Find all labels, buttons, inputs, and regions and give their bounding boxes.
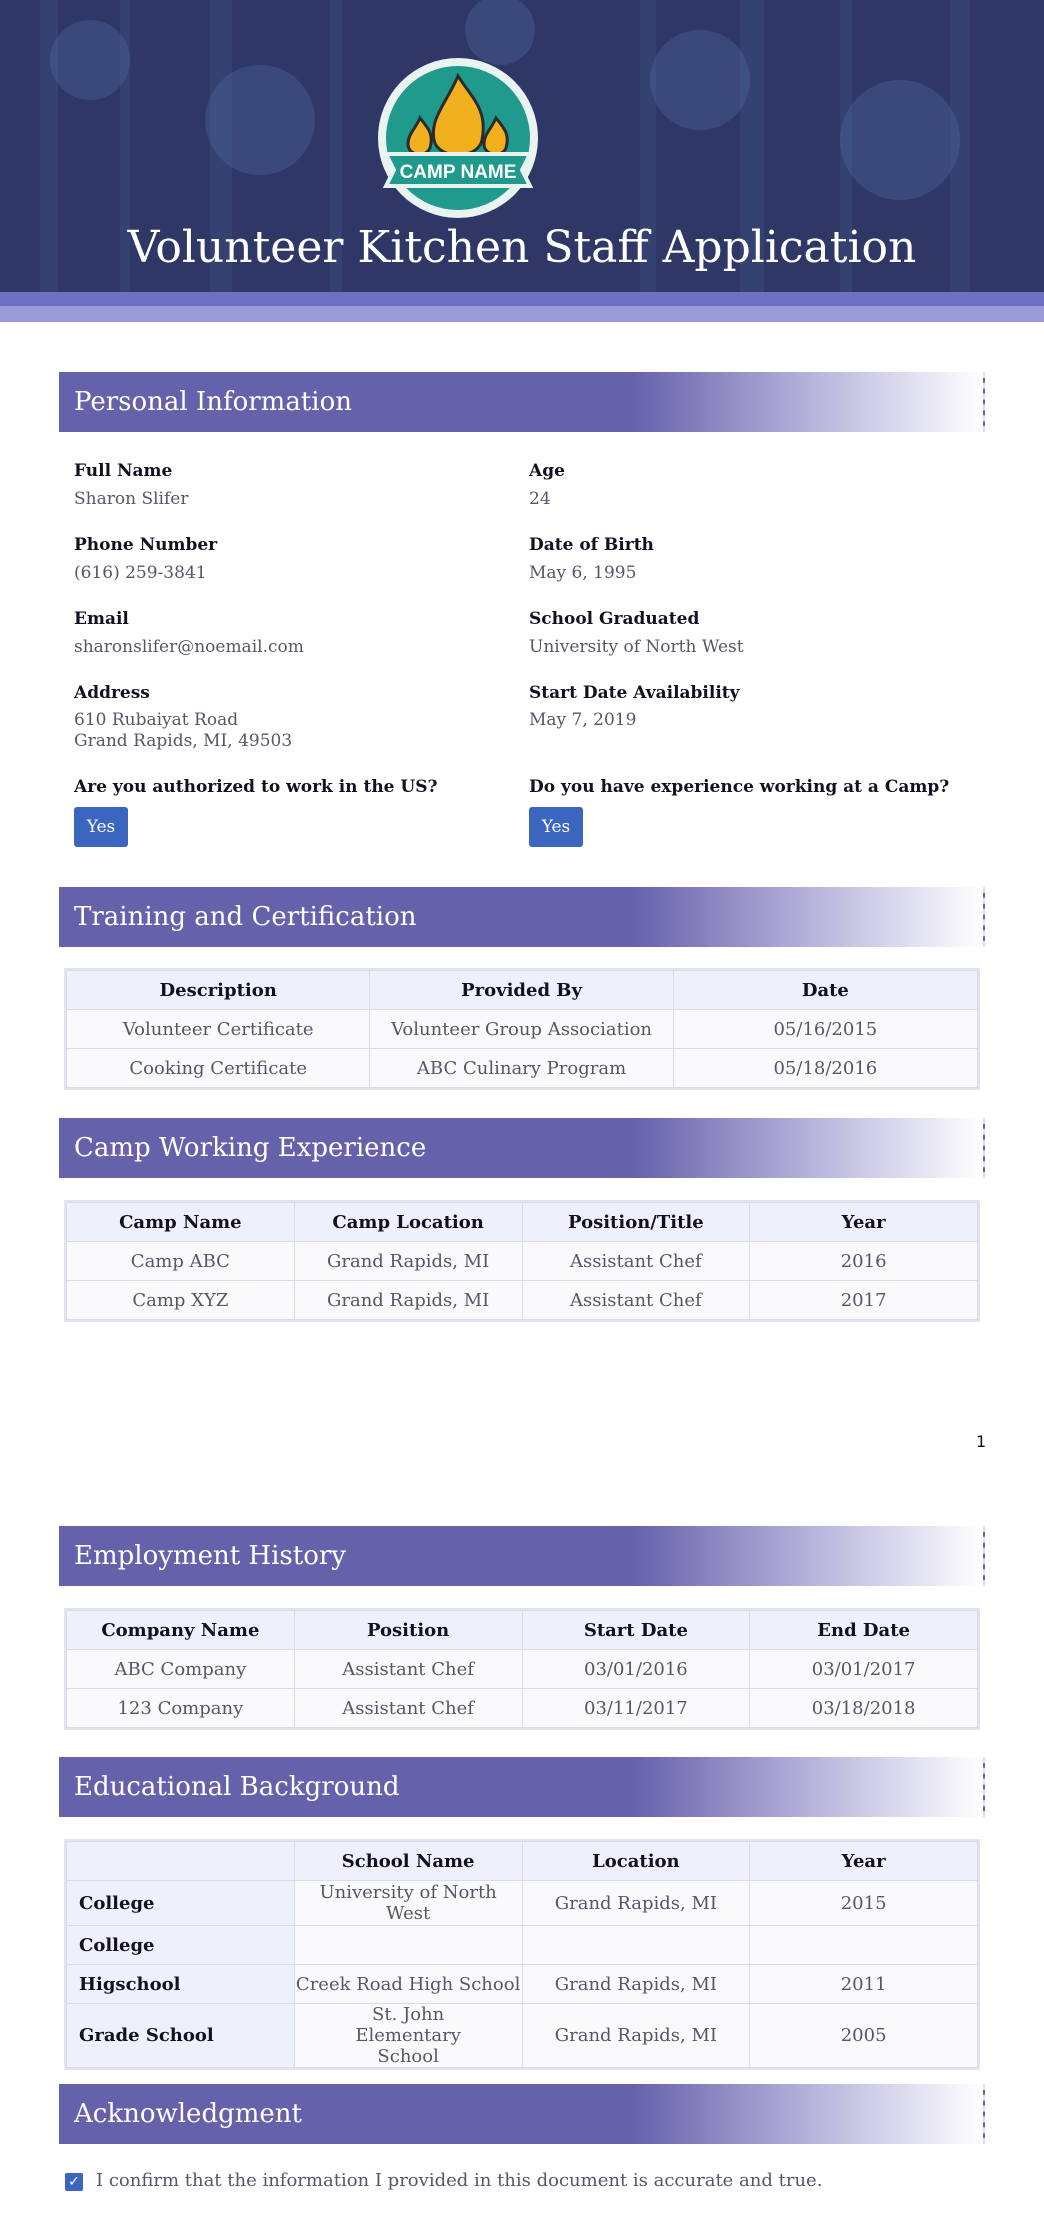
school-label: School Graduated	[529, 609, 700, 629]
table-cell: 2011	[750, 1965, 978, 2004]
table-cell	[294, 1926, 522, 1965]
table-cell: Creek Road High School	[294, 1965, 522, 2004]
school-value: University of North West	[529, 637, 744, 657]
table-header-cell: End Date	[750, 1611, 978, 1650]
table-cell: Assistant Chef	[522, 1281, 750, 1320]
checkmark-icon: ✓	[68, 2174, 80, 2190]
work-authorized-label: Are you authorized to work in the US?	[74, 777, 438, 797]
email-label: Email	[74, 609, 129, 629]
start-date-label: Start Date Availability	[529, 683, 740, 703]
table-cell: Grand Rapids, MI	[294, 1242, 522, 1281]
table-row	[67, 1281, 978, 1320]
page-number: 1	[976, 1432, 987, 1451]
table-cell	[750, 1926, 978, 1965]
table-cell: Cooking Certificate	[67, 1049, 370, 1088]
table-cell: 05/16/2015	[673, 1010, 977, 1049]
table-cell: Grand Rapids, MI	[522, 2004, 750, 2068]
age-label: Age	[529, 461, 565, 481]
table-cell: Grand Rapids, MI	[294, 1281, 522, 1320]
confirm-checkbox[interactable]	[65, 2173, 83, 2191]
full-name-label: Full Name	[74, 461, 173, 481]
table-cell: 03/11/2017	[522, 1689, 750, 1728]
table-row	[67, 1049, 978, 1088]
table-header-cell: Camp Name	[67, 1203, 295, 1242]
table-header-cell: Start Date	[522, 1611, 750, 1650]
table-row-header: Higschool	[67, 1965, 295, 2004]
table-row	[67, 1926, 978, 1965]
phone-label: Phone Number	[74, 535, 218, 555]
table-cell: University of North West	[294, 1881, 522, 1926]
table-header-cell: Position/Title	[522, 1203, 750, 1242]
table-header-cell: Camp Location	[294, 1203, 522, 1242]
table-row	[67, 1689, 978, 1728]
table-row	[67, 1881, 978, 1926]
section-header-personal: Personal Information	[59, 372, 985, 432]
table-cell: ABC Culinary Program	[370, 1049, 673, 1088]
table-row-header: Grade School	[67, 2004, 295, 2068]
address-line1: 610 Rubaiyat Road	[74, 710, 239, 730]
table-cell: 2017	[750, 1281, 978, 1320]
table-header-cell: Year	[750, 1842, 978, 1881]
education-table	[66, 1841, 978, 2068]
age-value: 24	[529, 489, 551, 509]
svg-text:CAMP NAME: CAMP NAME	[399, 162, 517, 183]
table-cell: 03/18/2018	[750, 1689, 978, 1728]
section-header-camp: Camp Working Experience	[59, 1118, 985, 1178]
dob-label: Date of Birth	[529, 535, 654, 555]
table-header-cell	[67, 1842, 295, 1881]
dob-value: May 6, 1995	[529, 563, 637, 583]
table-row	[67, 1965, 978, 2004]
header-accent-band-dark	[0, 292, 1044, 306]
camp-experience-table	[66, 1202, 978, 1320]
section-header-education: Educational Background	[59, 1757, 985, 1817]
phone-value: (616) 259-3841	[74, 563, 207, 583]
table-cell: 2005	[750, 2004, 978, 2068]
section-header-training: Training and Certification	[59, 887, 985, 947]
table-cell: 2016	[750, 1242, 978, 1281]
table-cell: 03/01/2017	[750, 1650, 978, 1689]
table-row	[67, 2004, 978, 2068]
table-header-cell: Location	[522, 1842, 750, 1881]
table-header-cell: Company Name	[67, 1611, 295, 1650]
table-cell: Assistant Chef	[294, 1650, 522, 1689]
table-cell: Grand Rapids, MI	[522, 1881, 750, 1926]
table-cell	[522, 1926, 750, 1965]
start-date-value: May 7, 2019	[529, 710, 637, 730]
table-cell: Volunteer Certificate	[67, 1010, 370, 1049]
full-name-value: Sharon Slifer	[74, 489, 189, 509]
email-value: sharonslifer@noemail.com	[74, 637, 304, 657]
header-accent-band-light	[0, 306, 1044, 322]
camp-experience-yes-button[interactable]: Yes	[529, 807, 583, 847]
table-header-cell: Provided By	[370, 971, 673, 1010]
address-line2: Grand Rapids, MI, 49503	[74, 731, 293, 751]
address-label: Address	[74, 683, 150, 703]
table-row	[67, 1010, 978, 1049]
table-cell: Volunteer Group Association	[370, 1010, 673, 1049]
table-cell: 2015	[750, 1881, 978, 1926]
table-cell: 123 Company	[67, 1689, 295, 1728]
section-header-employment: Employment History	[59, 1526, 985, 1586]
section-header-acknowledgment: Acknowledgment	[59, 2084, 985, 2144]
table-cell: 05/18/2016	[673, 1049, 977, 1088]
table-row	[67, 1650, 978, 1689]
work-authorized-yes-button[interactable]: Yes	[74, 807, 128, 847]
table-header-cell: Year	[750, 1203, 978, 1242]
page-title: Volunteer Kitchen Staff Application	[127, 222, 917, 273]
table-cell: Camp XYZ	[67, 1281, 295, 1320]
table-cell: Grand Rapids, MI	[522, 1965, 750, 2004]
table-cell: 03/01/2016	[522, 1650, 750, 1689]
table-row-header: College	[67, 1881, 295, 1926]
table-header-cell: Position	[294, 1611, 522, 1650]
table-row	[67, 1242, 978, 1281]
table-header-cell: School Name	[294, 1842, 522, 1881]
table-cell: Camp ABC	[67, 1242, 295, 1281]
training-table	[66, 970, 978, 1088]
confirm-text: I confirm that the information I provided in this document is accurate and true.	[96, 2170, 823, 2191]
table-header-cell: Date	[673, 971, 977, 1010]
table-cell: Assistant Chef	[522, 1242, 750, 1281]
table-row-header: College	[67, 1926, 295, 1965]
table-cell: Assistant Chef	[294, 1689, 522, 1728]
table-cell: ABC Company	[67, 1650, 295, 1689]
camp-experience-label: Do you have experience working at a Camp?	[529, 777, 950, 797]
camp-logo	[372, 58, 544, 224]
employment-table	[66, 1610, 978, 1728]
table-cell: St. John Elementary School	[294, 2004, 522, 2068]
table-header-cell: Description	[67, 971, 370, 1010]
